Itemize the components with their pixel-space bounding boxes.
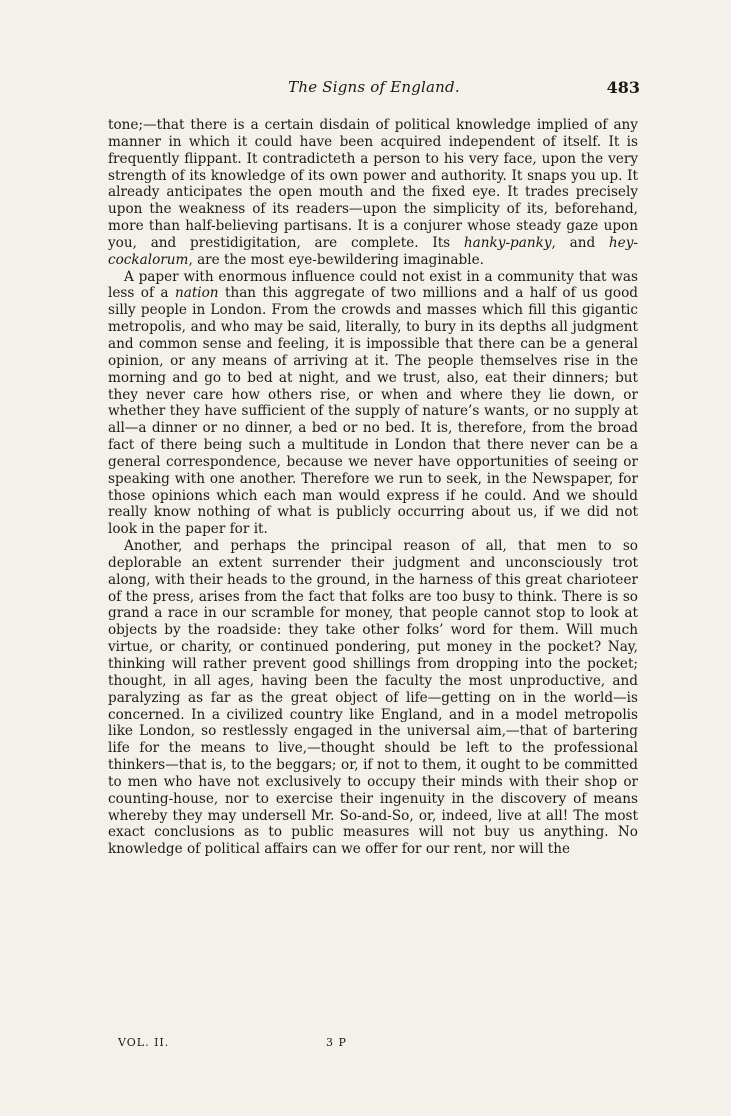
text-run: , and — [551, 234, 609, 251]
page-header — [108, 78, 640, 102]
body-text — [108, 117, 638, 858]
page-number: 483 — [606, 78, 640, 97]
text-run: A paper with enormous influence could not exist in a community that was less of a — [108, 268, 638, 302]
volume-label: VOL. II. — [118, 1036, 170, 1049]
text-run: , are the most eye-bewildering imaginable. — [188, 251, 484, 268]
italic-text: hey-cockalorum — [108, 234, 638, 268]
text-run: Another, and perhaps the principal reason of all, that men to so deplorable an extent surrender their judgment and unconsciously trot along, with their heads to the ground, in the harness of this great charioteer of the press, arises from the fact that folks are too busy to think. There is so grand a race in our scramble for money, that people cannot stop to look at objects by the roadside: they take other folks’ word for them. Will much virtue, or charity, or continued pondering, put money in the pocket? Nay, thinking will rather prevent good shillings from dropping into the pocket; thought, in all ages, having been the faculty the most unproductive, and paralyzing as far as the great object of life—getting on in the world—is concerned. In a civilized country like England, and in a model metropolis like London, so restlessly engaged in the universal aim,—that of bartering life for the means to live,—thought should be left to the professional thinkers—that is, to the beggars; or, if not to them, it ought to be committed to men who have not exclusively to occupy their minds with their shop or counting-house, nor to exercise their ingenuity in the discovery of means whereby they may undersell Mr. So-and-So, or, indeed, live at all! The most exact conclusions as to public measures will not buy us anything. No knowledge of political affairs can we offer for our rent, nor will the — [108, 538, 638, 858]
text-run: tone;—that there is a certain disdain of political knowledge implied of any manner in which it could have been acquired independent of itself. It is frequently flippant. It contradicteth a person to his very face, upon the very strength of its knowledge of its own power and authority. It snaps you up. It already anticipates the open mouth and the fixed eye. It trades precisely upon the weakness of its readers—upon the simplicity of its, beforehand, more than half-believing partisans. It is a conjurer whose steady gaze upon you, and prestidigitation, are complete. Its — [108, 117, 638, 251]
page-footer — [118, 1036, 438, 1054]
paragraph — [108, 538, 638, 858]
text-run: than this aggregate of two millions and a half of us good silly people in London. From the crowds and masses which fill this gigantic metropolis, and who may be said, literally, to bury in its depths all judgment and common sense and feeling, it is impossible that there can be a general opinion, or any means of arriving at it. The people themselves rise in the morning and go to bed at night, and we trust, also, eat their dinners; but they never care how others rise, or when and where they lie down, or whether they have sufficient of the supply of nature’s wants, or no supply at all—a dinner or no dinner, a bed or no bed. It is, therefore, from the broad fact of there being such a multitude in London that there never can be a general correspondence, because we never have opportunities of seeing or speaking with one another. Therefore we run to seek, in the Newspaper, for those opinions which each man would express if he could. And we should really know nothing of what is publicly occurring about us, if we did not look in the paper for it. — [108, 285, 638, 538]
italic-text: nation — [174, 285, 219, 302]
running-title: The Signs of England. — [288, 78, 460, 96]
signature-mark: 3 P — [326, 1036, 347, 1049]
paragraph — [108, 269, 638, 539]
paragraph — [108, 117, 638, 269]
italic-text: hanky-panky — [463, 234, 552, 251]
